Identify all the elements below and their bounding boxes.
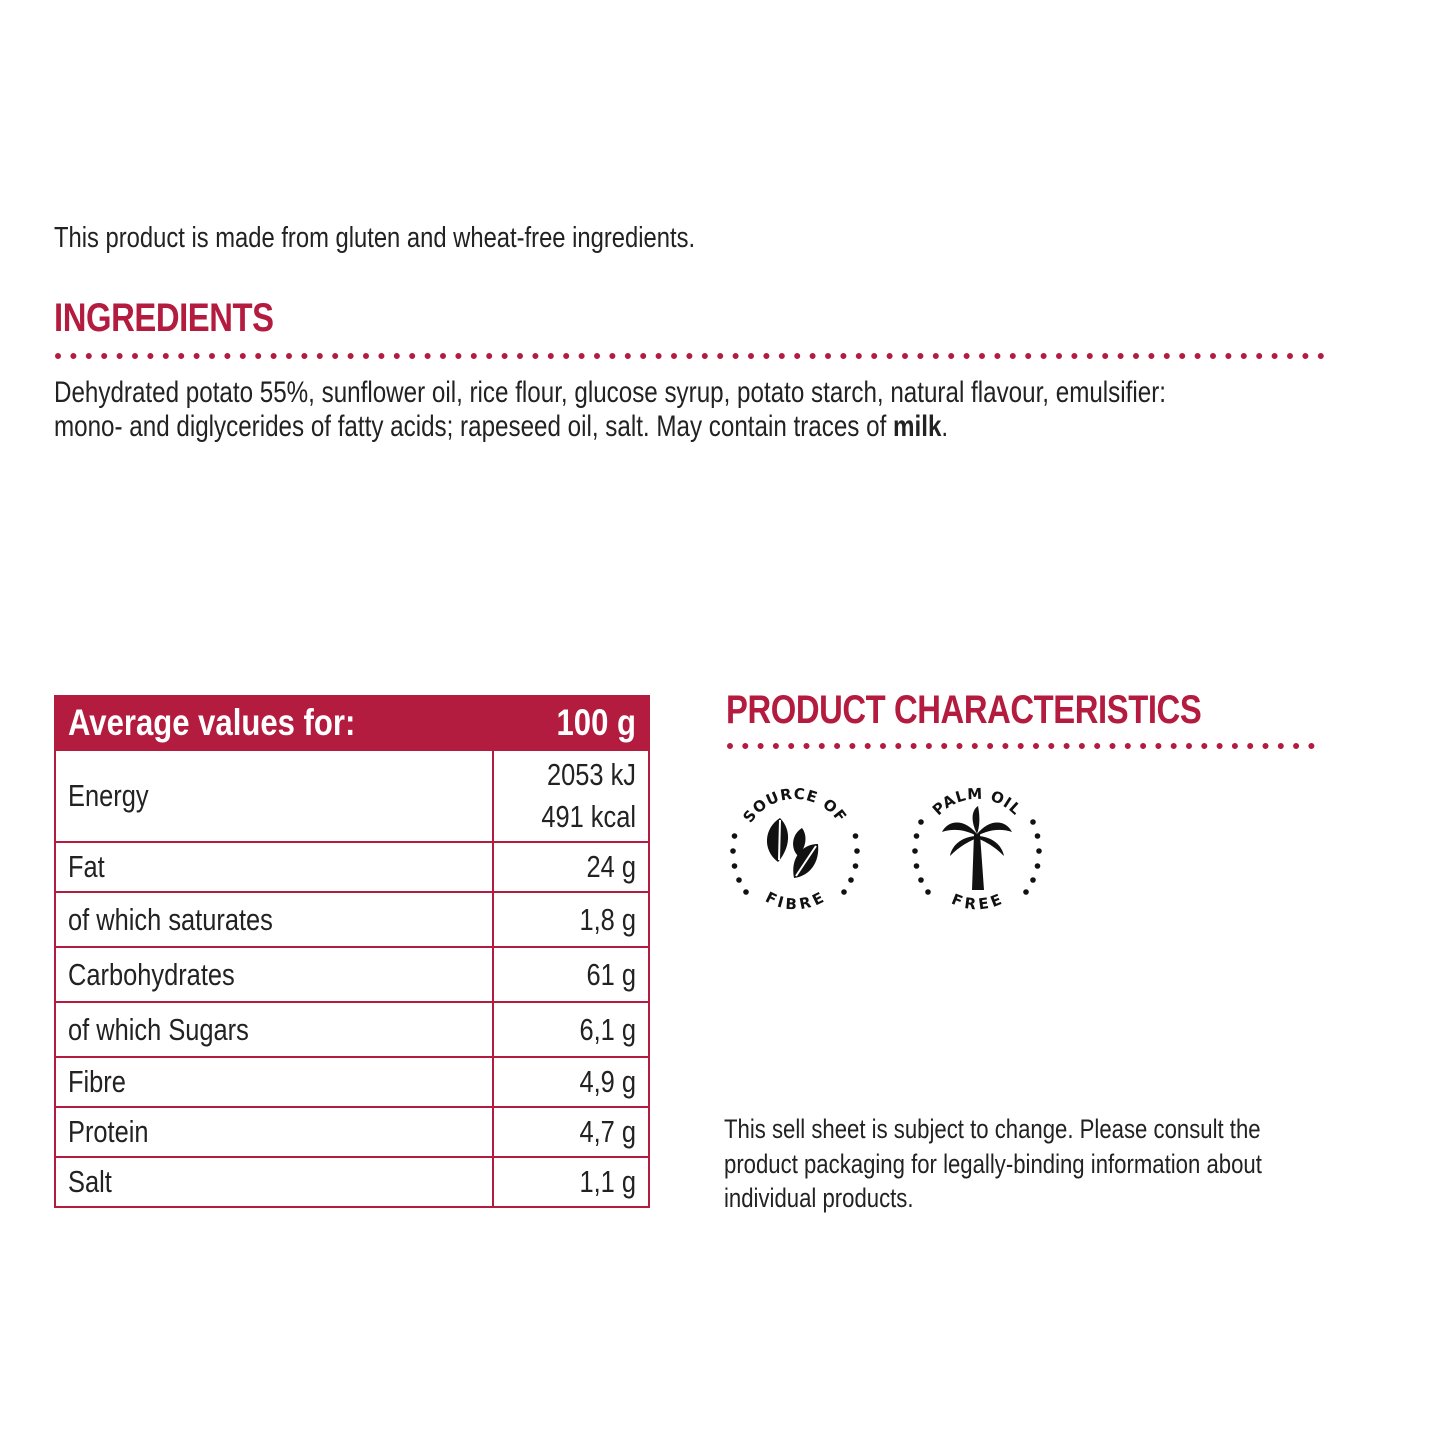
badge-top-text: SOURCE OF [739, 784, 851, 827]
table-row [55, 1107, 649, 1157]
nutrient-label: Energy [55, 750, 493, 842]
intro-text: This product is made from gluten and wheat-free ingredients. [54, 222, 696, 254]
table-row [55, 842, 649, 892]
table-row [55, 1057, 649, 1107]
table-row [55, 947, 649, 1002]
ingredients-end: . [941, 410, 949, 443]
disclaimer-text [724, 1112, 1262, 1216]
disclaimer-line-1: This sell sheet is subject to change. Please consult the [724, 1114, 1261, 1144]
source-of-fibre-badge [722, 778, 868, 924]
allergen-milk: milk [893, 410, 942, 443]
nutrient-label: of which saturates [55, 892, 493, 947]
table-row [55, 750, 649, 842]
nutrition-header-value: 100 g [493, 696, 649, 750]
nutrient-value: 1,1 g [493, 1157, 649, 1207]
ingredients-text [54, 376, 1166, 444]
leaves-icon [767, 818, 818, 878]
ingredients-heading: INGREDIENTS [54, 296, 274, 340]
svg-text:FREE [949, 890, 1005, 913]
product-characteristics-heading: PRODUCT CHARACTERISTICS [726, 688, 1202, 732]
nutrient-label: Salt [55, 1157, 493, 1207]
nutrient-label: Protein [55, 1107, 493, 1157]
nutrient-value: 6,1 g [493, 1002, 649, 1057]
nutrient-value: 4,7 g [493, 1107, 649, 1157]
nutrient-value: 24 g [493, 842, 649, 892]
table-row [55, 1002, 649, 1057]
nutrient-value: 2053 kJ 491 kcal [493, 750, 649, 842]
nutrient-label: Fat [55, 842, 493, 892]
nutrient-label: Fibre [55, 1057, 493, 1107]
nutrient-label: Carbohydrates [55, 947, 493, 1002]
ingredients-line-2-text: mono- and diglycerides of fatty acids; rapeseed oil, salt. May contain traces of [54, 410, 894, 443]
table-row [55, 892, 649, 947]
ingredients-dotted-divider [54, 352, 1330, 360]
characteristics-dotted-divider [726, 742, 1330, 750]
nutrient-value: 61 g [493, 947, 649, 1002]
badge-top-text: PALM OIL [928, 784, 1026, 819]
nutrient-label: of which Sugars [55, 1002, 493, 1057]
nutrition-header-row [55, 696, 649, 750]
nutrient-value: 4,9 g [493, 1057, 649, 1107]
disclaimer-line-2: product packaging for legally-binding information about [724, 1148, 1262, 1179]
nutrient-value: 1,8 g [493, 892, 649, 947]
ingredients-line-2 [54, 410, 1166, 444]
nutrition-header-label: Average values for: [55, 696, 493, 750]
disclaimer-line-3: individual products. [724, 1183, 914, 1213]
ingredients-line-1: Dehydrated potato 55%, sunflower oil, rice flour, glucose syrup, potato starch, natural flavour, emulsifier: [54, 376, 1166, 409]
svg-text:FIBRE [763, 888, 828, 913]
table-row [55, 1157, 649, 1207]
nutrition-table [54, 695, 650, 1208]
palm-oil-free-badge [904, 778, 1050, 924]
svg-text:SOURCE OF [739, 785, 850, 826]
badge-bottom-text: FREE [949, 890, 1005, 914]
palm-tree-icon [942, 806, 1012, 890]
badge-bottom-text: FIBRE [762, 888, 828, 914]
